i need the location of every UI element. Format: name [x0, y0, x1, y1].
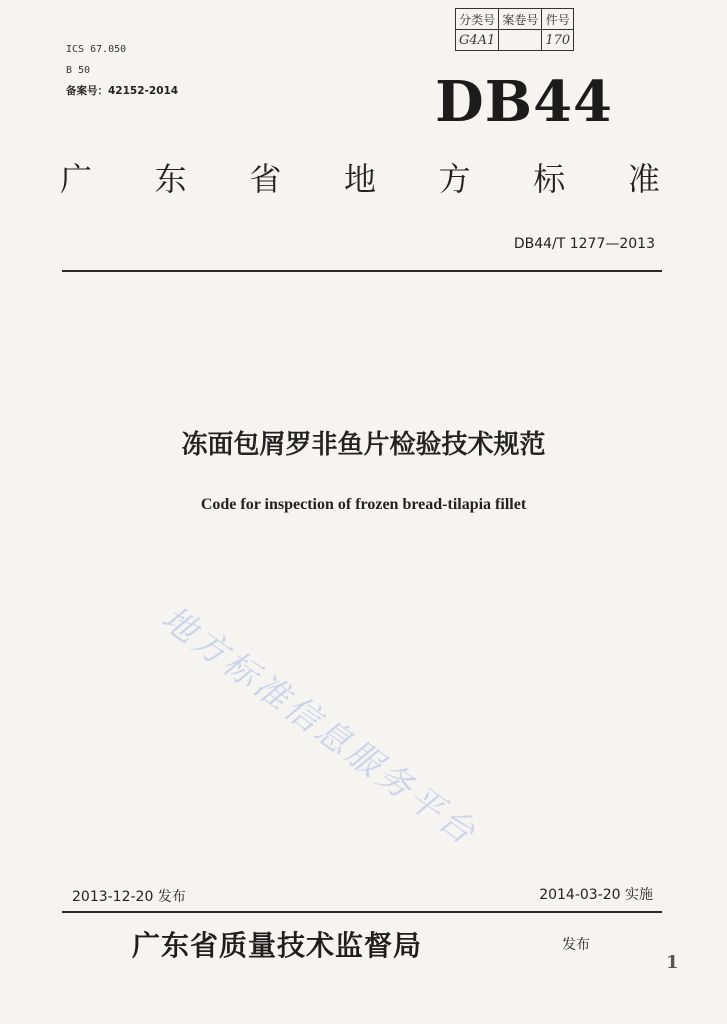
standard-type-char: 广	[60, 160, 93, 198]
issuing-authority: 广东省质量技术监督局	[132, 929, 423, 962]
issue-date: 2013-12-20 发布	[72, 889, 186, 905]
ics-code: ICS 67.050	[66, 44, 127, 55]
footer-divider	[62, 911, 662, 913]
watermark: 地方标准信息服务平台	[153, 598, 485, 855]
stamp-header-file: 案卷号	[499, 9, 542, 30]
stamp-value-row	[456, 30, 574, 51]
header-divider	[62, 270, 662, 272]
implementation-date: 2014-03-20 实施	[539, 887, 653, 903]
stamp-value-category: G4A1	[456, 30, 499, 51]
db44-logo: DB44	[435, 69, 613, 135]
standard-number: DB44/T 1277—2013	[513, 236, 655, 252]
filing-number: 备案号：42152-2014	[66, 85, 179, 97]
stamp-value-item: 170	[542, 30, 574, 51]
issue-label: 发布	[562, 937, 590, 953]
stamp-header-item: 件号	[542, 9, 574, 30]
standard-type-char: 省	[249, 160, 282, 198]
archive-stamp	[455, 8, 574, 51]
standard-type-char: 准	[627, 160, 660, 198]
ccs-code: B 50	[66, 65, 91, 76]
standard-type-char: 东	[154, 160, 187, 198]
stamp-header-category: 分类号	[456, 9, 499, 30]
stamp-value-file	[499, 30, 542, 51]
stamp-header-row	[456, 9, 574, 30]
standard-type-heading	[60, 154, 660, 200]
title-english: Code for inspection of frozen bread-tilapia fillet	[200, 496, 527, 513]
standard-type-char: 标	[533, 160, 566, 198]
standard-type-char: 方	[438, 160, 471, 198]
page-number: 1	[666, 952, 679, 973]
standard-type-char: 地	[343, 160, 376, 198]
title-chinese: 冻面包屑罗非鱼片检验技术规范	[181, 430, 546, 460]
